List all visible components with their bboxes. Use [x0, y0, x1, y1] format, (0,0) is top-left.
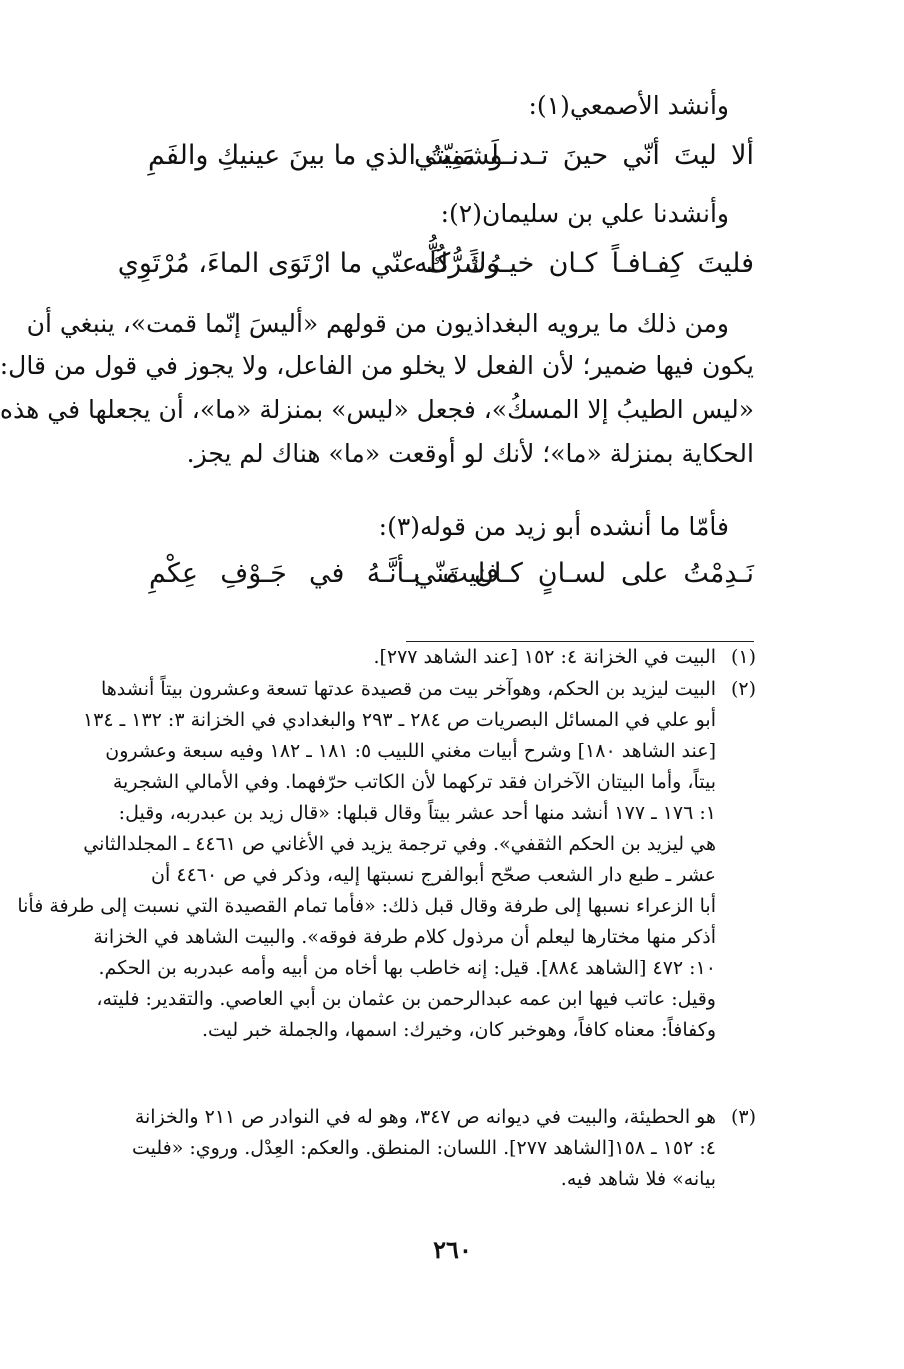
verse-intro-asmai: وأنشد الأصمعي(١):: [528, 91, 729, 120]
footnote-1: [151, 642, 754, 673]
footnote-number: (٢): [730, 678, 756, 700]
footnote-line: وقيل: عاتب فيها ابن عمه عبدالرحمن بن عثمان بن أبي العاصي. والتقدير: فليته،: [96, 988, 716, 1010]
footnote-text: [151, 642, 716, 673]
footnote-line: البيت في الخزانة ٤: ١٥٢ [عند الشاهد ٢٧٧].: [373, 646, 716, 668]
verse2-second-hemistich: وشَرُّكَ عنّي ما ارْتَوَى الماءَ، مُرْتَوِي: [117, 248, 499, 279]
footnote-line: هو الحطيئة، والبيت في ديوانه ص ٣٤٧، وهو له في النوادر ص ٢١١ والخزانة: [134, 1106, 716, 1128]
footnote-line: أبو علي في المسائل البصريات ص ٢٨٤ ـ ٢٩٣ والبغدادي في الخزانة ٣: ١٣٢ ـ ١٣٤: [82, 709, 716, 731]
footnote-line: بيتاً، وأما البيتان الآخران فقد تركهما لأن الكاتب حرّفهما. وفي الأمالي الشجرية: [112, 771, 716, 793]
footnote-text: [131, 1102, 716, 1195]
footnote-line: ٤: ١٥٢ ـ ١٥٨[الشاهد ٢٧٧]. اللسان: المنطق. والعكم: العِدْل. وروي: «فليت: [131, 1137, 716, 1159]
paragraph-line-2: يكون فيها ضمير؛ لأن الفعل لا يخلو من الفاعل، ولا يجوز في قول من قال:: [0, 351, 754, 380]
footnote-number: (٣): [730, 1106, 756, 1128]
footnote-3: [131, 1102, 756, 1195]
verse1-first-hemistich: ألا ليتَ أنّي حينَ تـدنـو مَنِيّتي: [414, 140, 754, 171]
verse3-first-hemistich: نَـدِمْتُ على لسـانٍ كـان منّي: [414, 558, 754, 589]
footnote-line: أبا الزعراء نسبها إلى طرفة وقال قبل ذلك: «فأما تمام القصيدة التي نسبت إلى طرفة فأنا: [17, 895, 716, 917]
paragraph-line-4: الحكاية بمنزلة «ما»؛ لأنك لو أوقعت «ما» هناك لم يجز.: [186, 439, 754, 468]
paragraph-line-1: ومن ذلك ما يرويه البغداذيون من قولهم «أليسَ إنّما قمت»، ينبغي أن: [26, 309, 729, 338]
footnote-2: [17, 674, 756, 1046]
footnote-line: ١٠: ٤٧٢ [الشاهد ٨٨٤]. قيل: إنه خاطب بها أخاه من أبيه وأمه عبدربه بن الحكم.: [98, 957, 716, 979]
footnote-line: وكفافاً: معناه كافاً، وهوخبر كان، وخيرك: اسمها، والجملة خبر ليت.: [201, 1019, 716, 1041]
verse-intro-abu-zayd: فأمّا ما أنشده أبو زيد من قوله(٣):: [378, 512, 729, 541]
footnote-line: بيانه» فلا شاهد فيه.: [560, 1168, 716, 1190]
verse-intro-ali: وأنشدنا علي بن سليمان(٢):: [440, 199, 729, 228]
paragraph-line-3: «ليس الطيبُ إلا المسكُ»، فجعل «ليس» بمنزلة «ما»، أن يجعلها في هذه: [0, 395, 754, 424]
footnote-line: ١: ١٧٦ ـ ١٧٧ أنشد منها أحد عشر بيتاً وقال قبلها: «قال زيد بن عبدربه، وقيل:: [118, 802, 716, 824]
verse1-second-hemistich: لَشمتُ الذي ما بينَ عينيكِ والفَمِ: [148, 140, 499, 171]
footnote-line: [عند الشاهد ١٨٠] وشرح أبيات مغني اللبيب ٥: ١٨١ ـ ١٨٢ وفيه سبعة وعشرون: [105, 740, 716, 762]
footnote-number: (١): [730, 646, 756, 668]
verse3-second-hemistich: فليتَ بـأنَّـهُ في جَـوْفِ عِكْمِ: [149, 558, 499, 589]
book-page: [1, 0, 904, 1369]
footnote-line: عشر ـ طبع دار الشعب صحّح أبوالفرج نسبتها إليه، وذكر في ص ٤٤٦٠ أن: [151, 864, 716, 886]
footnote-line: أذكر منها مختارها ليعلم أن مرذول كلام طرفة فوقه». والبيت الشاهد في الخزانة: [93, 926, 716, 948]
footnote-line: هي ليزيد بن الحكم الثقفي». وفي ترجمة يزيد في الأغاني ص ٤٤٦١ ـ المجلدالثاني: [83, 833, 716, 855]
page-number: ٢٦٠: [433, 1235, 472, 1264]
verse2-first-hemistich: فليتَ كِفـافـاً كـان خيـرُكَ كُلُّه: [414, 248, 754, 279]
footnote-text: [17, 674, 716, 1046]
footnote-line: البيت ليزيد بن الحكم، وهوآخر بيت من قصيدة عدتها تسعة وعشرون بيتاً أنشدها: [101, 678, 716, 700]
